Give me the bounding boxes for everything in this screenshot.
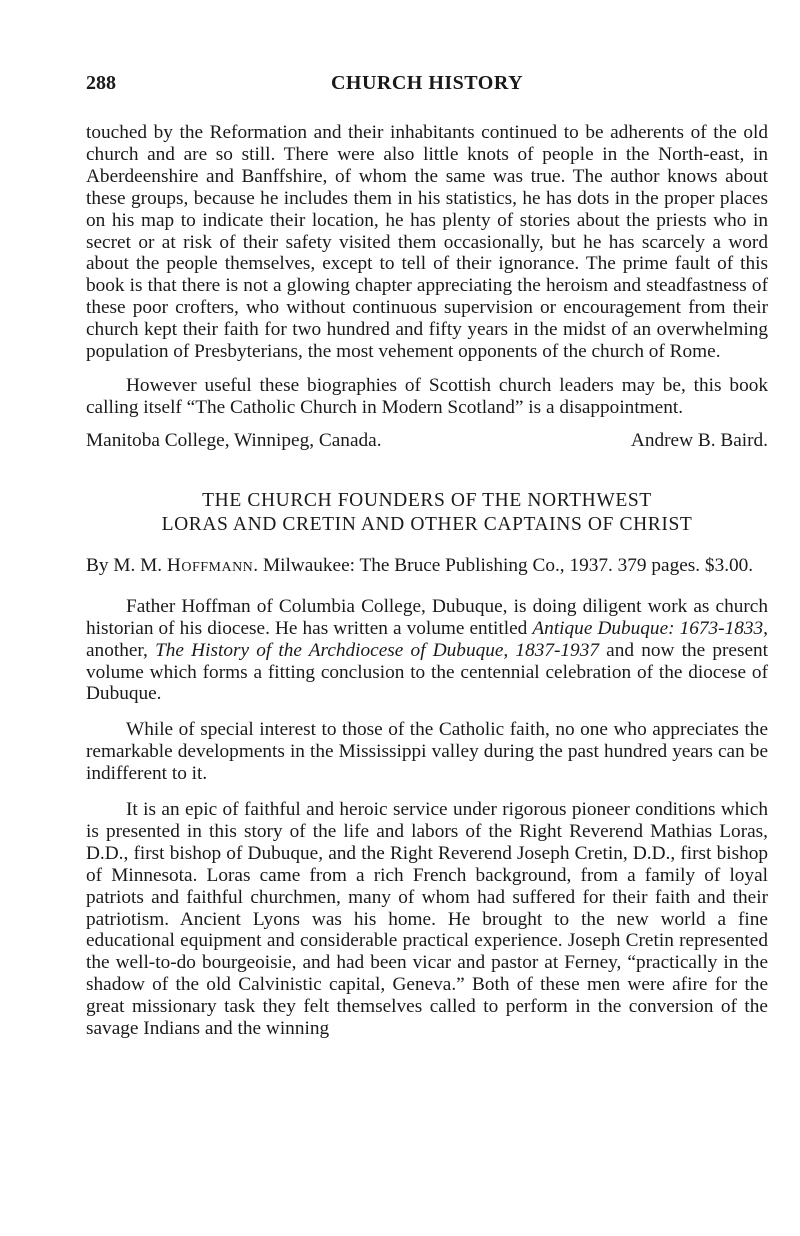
book-title-history-archdiocese: The History of the Archdiocese of Dubuque, 1837-1937 [155,639,599,661]
review-title-line-1: THE CHURCH FOUNDERS OF THE NORTHWEST [202,489,652,511]
reviewer-affiliation: Manitoba College, Winnipeg, Canada. [86,429,382,451]
page [86,72,768,1040]
book-title-antique-dubuque: Antique Dubuque: 1673-1833, [532,617,768,639]
previous-review-continuation: touched by the Reformation and their inhabitants continued to be adherents of the old church and are so still. There were also little knots of people in the North-east, in Aberdeenshire and Banffshire, of whom the same was true. The author knows about these groups, because he includes them in his statistics, he has dots in the proper places on his map to indicate their location, he has plenty of stories about the priests who in secret or at risk of their safety visited them occasionally, but he has scarcely a word about the people themselves, except to tell of their ignorance. The prime fault of this book is that there is not a glowing chapter appreciating the heroism and steadfastness of these poor crofters, who without continuous supervision or encouragement from their church kept their faith for two hundred and fifty years in the midst of an overwhelming population of Presbyterians, the most vehement opponents of the church of Rome. [86,122,768,363]
bib-author: Hoffmann [166,554,254,576]
p1-text-c: and now the present volume which forms a fitting conclusion to the centennial celebration of the diocese of Dubuque. [86,639,769,705]
review-paragraph-1 [86,596,768,706]
page-number: 288 [86,72,116,94]
p1-text-b: another, [86,639,156,661]
reviewer-signature [86,430,768,452]
bib-publication: . Milwaukee: The Bruce Publishing Co., 1937. 379 pages. $3.00. [253,554,754,576]
running-head: CHURCH HISTORY [330,72,524,94]
review-title [86,489,768,537]
bib-by: By M. M. [86,554,167,576]
review-paragraph-3: It is an epic of faithful and heroic service under rigorous pioneer conditions which is presented in this story of the life and labors of the Right Reverend Mathias Loras, D.D., first bishop of Dubuque, and the Right Reverend Joseph Cretin, D.D., first bishop of Minnesota. Loras came from a rich French background, from a family of loyal patriots and faithful churchmen, many of whom had suffered for their faith and their patriotism. Ancient Lyons was his home. He brought to the new world a fine educational equipment and considerable practical experience. Joseph Cretin represented the well-to-do bourgeoisie, and had been vicar and pastor at Ferney, “practically in the shadow of the old Calvinistic capital, Geneva.” Both of these men were afire for the great missionary task they felt themselves called to perform in the conversion of the savage Indians and the winning [86,799,768,1040]
review-title-line-2: LORAS AND CRETIN AND OTHER CAPTAINS OF CHRIST [161,513,693,535]
p1-text-a: Father Hoffman of Columbia College, Dubuque, is doing diligent work as church historian of his diocese. He has written a volume entitled [86,595,768,639]
bibliographic-entry [86,554,768,577]
previous-review-conclusion: However useful these biographies of Scottish church leaders may be, this book calling itself “The Catholic Church in Modern Scotland” is a disappointment. [86,374,768,418]
review-paragraph-2: While of special interest to those of the Catholic faith, no one who appreciates the remarkable developments in the Mississippi valley during the past hundred years can be indifferent to it. [86,719,768,785]
page-header [86,72,768,108]
reviewer-name: Andrew B. Baird. [630,429,768,451]
